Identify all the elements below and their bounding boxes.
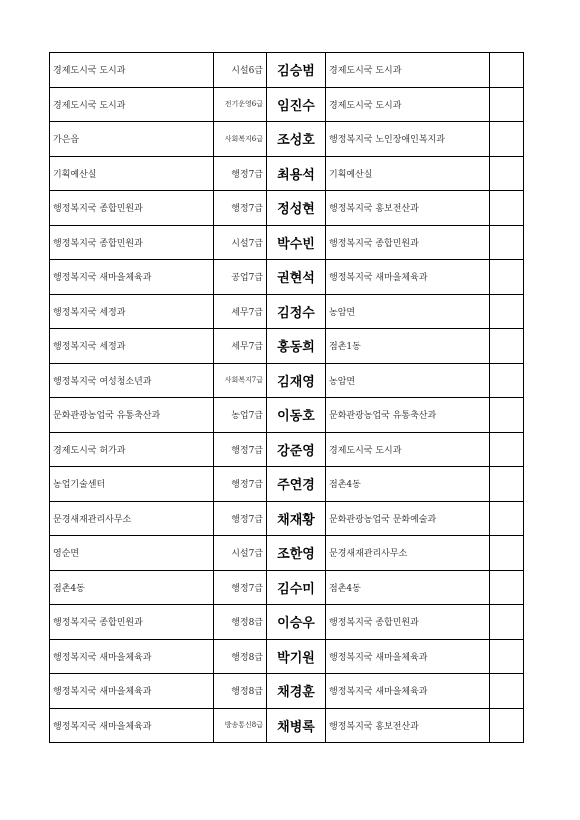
previous-department-cell: 행정복지국 새마을체육과 (50, 639, 214, 674)
remarks-cell (490, 260, 524, 295)
new-department-cell: 문경새재관리사무소 (326, 536, 490, 571)
table-row (50, 398, 524, 433)
remarks-cell (490, 53, 524, 88)
employee-name-cell: 정성현 (267, 191, 326, 226)
remarks-cell (490, 329, 524, 364)
table-row (50, 501, 524, 536)
previous-department-cell: 경제도시국 허가과 (50, 432, 214, 467)
employee-name-cell: 채경훈 (267, 674, 326, 709)
job-grade-cell: 행정7급 (214, 156, 267, 191)
table-row (50, 53, 524, 88)
new-department-cell: 점촌4동 (326, 570, 490, 605)
job-grade-cell: 세무7급 (214, 294, 267, 329)
remarks-cell (490, 570, 524, 605)
new-department-cell: 경제도시국 도시과 (326, 432, 490, 467)
remarks-cell (490, 639, 524, 674)
job-grade-cell: 행정8급 (214, 674, 267, 709)
previous-department-cell: 행정복지국 세정과 (50, 329, 214, 364)
remarks-cell (490, 501, 524, 536)
new-department-cell: 농암면 (326, 363, 490, 398)
new-department-cell: 점촌1동 (326, 329, 490, 364)
employee-name-cell: 조성호 (267, 122, 326, 157)
job-grade-cell: 공업7급 (214, 260, 267, 295)
table-row (50, 674, 524, 709)
employee-name-cell: 주연경 (267, 467, 326, 502)
new-department-cell: 행정복지국 새마을체육과 (326, 674, 490, 709)
remarks-cell (490, 536, 524, 571)
table-row (50, 570, 524, 605)
previous-department-cell: 행정복지국 종합민원과 (50, 191, 214, 226)
remarks-cell (490, 605, 524, 640)
remarks-cell (490, 191, 524, 226)
new-department-cell: 행정복지국 노인장애인복지과 (326, 122, 490, 157)
table-row (50, 156, 524, 191)
table-row (50, 191, 524, 226)
employee-name-cell: 강준영 (267, 432, 326, 467)
remarks-cell (490, 674, 524, 709)
new-department-cell: 경제도시국 도시과 (326, 53, 490, 88)
table-row (50, 605, 524, 640)
job-grade-cell: 사회복지6급 (214, 122, 267, 157)
new-department-cell: 점촌4동 (326, 467, 490, 502)
previous-department-cell: 경제도시국 도시과 (50, 53, 214, 88)
employee-name-cell: 채재황 (267, 501, 326, 536)
employee-name-cell: 김정수 (267, 294, 326, 329)
job-grade-cell: 사회복지7급 (214, 363, 267, 398)
employee-name-cell: 채병록 (267, 708, 326, 743)
table-row (50, 363, 524, 398)
new-department-cell: 행정복지국 홍보전산과 (326, 708, 490, 743)
job-grade-cell: 세무7급 (214, 329, 267, 364)
previous-department-cell: 영순면 (50, 536, 214, 571)
remarks-cell (490, 467, 524, 502)
previous-department-cell: 농업기술센터 (50, 467, 214, 502)
remarks-cell (490, 87, 524, 122)
table-row (50, 260, 524, 295)
table-row (50, 87, 524, 122)
previous-department-cell: 점촌4동 (50, 570, 214, 605)
employee-name-cell: 박기원 (267, 639, 326, 674)
employee-name-cell: 김재영 (267, 363, 326, 398)
previous-department-cell: 문화관광농업국 유통축산과 (50, 398, 214, 433)
job-grade-cell: 방송통신8급 (214, 708, 267, 743)
job-grade-cell: 행정7급 (214, 191, 267, 226)
remarks-cell (490, 122, 524, 157)
job-grade-cell: 시설7급 (214, 225, 267, 260)
new-department-cell: 농암면 (326, 294, 490, 329)
new-department-cell: 기획예산실 (326, 156, 490, 191)
job-grade-cell: 행정8급 (214, 605, 267, 640)
job-grade-cell: 전기운영6급 (214, 87, 267, 122)
remarks-cell (490, 398, 524, 433)
remarks-cell (490, 294, 524, 329)
new-department-cell: 행정복지국 새마을체육과 (326, 639, 490, 674)
roster-body (50, 53, 524, 743)
new-department-cell: 행정복지국 종합민원과 (326, 605, 490, 640)
employee-name-cell: 김승범 (267, 53, 326, 88)
job-grade-cell: 시설6급 (214, 53, 267, 88)
previous-department-cell: 행정복지국 새마을체육과 (50, 674, 214, 709)
table-row (50, 432, 524, 467)
previous-department-cell: 행정복지국 종합민원과 (50, 605, 214, 640)
table-row (50, 225, 524, 260)
remarks-cell (490, 432, 524, 467)
employee-name-cell: 임진수 (267, 87, 326, 122)
table-row (50, 122, 524, 157)
remarks-cell (490, 156, 524, 191)
job-grade-cell: 행정7급 (214, 570, 267, 605)
employee-name-cell: 조한영 (267, 536, 326, 571)
table-row (50, 708, 524, 743)
table-row (50, 639, 524, 674)
employee-name-cell: 박수빈 (267, 225, 326, 260)
table-row (50, 536, 524, 571)
personnel-roster-table (49, 52, 524, 743)
job-grade-cell: 행정7급 (214, 432, 267, 467)
table-row (50, 329, 524, 364)
employee-name-cell: 홍동희 (267, 329, 326, 364)
previous-department-cell: 경제도시국 도시과 (50, 87, 214, 122)
previous-department-cell: 문경새재관리사무소 (50, 501, 214, 536)
remarks-cell (490, 225, 524, 260)
previous-department-cell: 행정복지국 세정과 (50, 294, 214, 329)
job-grade-cell: 행정7급 (214, 501, 267, 536)
table-row (50, 294, 524, 329)
previous-department-cell: 행정복지국 종합민원과 (50, 225, 214, 260)
previous-department-cell: 행정복지국 새마을체육과 (50, 260, 214, 295)
new-department-cell: 행정복지국 새마을체육과 (326, 260, 490, 295)
employee-name-cell: 이승우 (267, 605, 326, 640)
previous-department-cell: 가은읍 (50, 122, 214, 157)
job-grade-cell: 행정7급 (214, 467, 267, 502)
new-department-cell: 행정복지국 홍보전산과 (326, 191, 490, 226)
remarks-cell (490, 363, 524, 398)
new-department-cell: 문화관광농업국 유통축산과 (326, 398, 490, 433)
job-grade-cell: 행정8급 (214, 639, 267, 674)
employee-name-cell: 권현석 (267, 260, 326, 295)
previous-department-cell: 행정복지국 새마을체육과 (50, 708, 214, 743)
previous-department-cell: 기획예산실 (50, 156, 214, 191)
job-grade-cell: 농업7급 (214, 398, 267, 433)
job-grade-cell: 시설7급 (214, 536, 267, 571)
remarks-cell (490, 708, 524, 743)
previous-department-cell: 행정복지국 여성청소년과 (50, 363, 214, 398)
new-department-cell: 문화관광농업국 문화예술과 (326, 501, 490, 536)
employee-name-cell: 이동호 (267, 398, 326, 433)
new-department-cell: 행정복지국 종합민원과 (326, 225, 490, 260)
employee-name-cell: 최용석 (267, 156, 326, 191)
new-department-cell: 경제도시국 도시과 (326, 87, 490, 122)
employee-name-cell: 김수미 (267, 570, 326, 605)
table-row (50, 467, 524, 502)
